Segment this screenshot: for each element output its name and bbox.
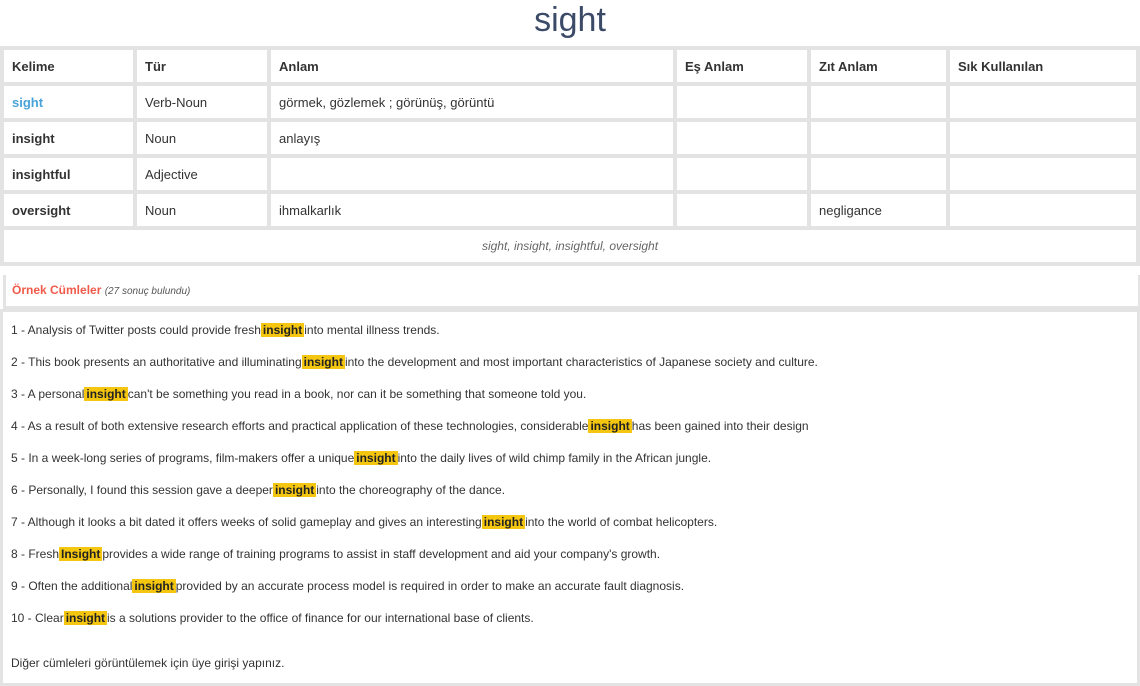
page-title: sight [534,1,606,39]
highlighted-word: insight [274,483,315,497]
login-note: Diğer cümleleri görüntülemek için üye girişi yapınız. [11,656,285,670]
word-common [950,194,1136,226]
highlighted-word: insight [356,451,396,465]
word-common [950,86,1136,118]
header-tur: Tür [137,50,267,82]
table-row [4,230,1136,262]
word-table [0,46,1140,266]
sentence-text: can't be something you read in a book, nor can it be something that someone told you. [127,387,587,401]
word-link-insight[interactable]: insight [4,122,133,154]
highlighted-word: insight [65,611,106,625]
header-zit-anlam: Zıt Anlam [811,50,946,82]
list-item [11,448,711,468]
table-row [4,122,1136,154]
highlighted-word: Insight [61,547,101,561]
examples-list-box [0,309,1140,686]
examples-title: Örnek Cümleler [12,283,102,297]
list-item [11,512,717,532]
list-item [11,384,586,404]
highlighted-word: insight [86,387,126,401]
word-common [950,158,1136,190]
sentence-text: into the daily lives of wild chimp family in the African jungle. [397,451,712,465]
word-antonym [811,122,946,154]
sentence-text: 4 - As a result of both extensive research efforts and practical application of these technologies, considerable [11,419,589,433]
examples-count: (27 sonuç bulundu) [104,286,191,297]
sentence-text: into the world of combat helicopters. [525,515,718,529]
word-antonym [811,86,946,118]
sentence-text: 2 - This book presents an authoritative and illuminating [11,355,302,369]
highlighted-word: insight [483,515,524,529]
table-row [4,158,1136,190]
list-item [11,320,440,340]
table-row [4,194,1136,226]
list-item [11,416,809,436]
highlighted-word: insight [590,419,630,433]
word-synonym [677,86,807,118]
highlighted-word: insight [134,579,174,593]
header-es-anlam: Eş Anlam [677,50,807,82]
word-type: Noun [137,122,267,154]
list-item [11,576,684,596]
sentence-text: 3 - A personal [11,387,85,401]
word-synonym [677,122,807,154]
word-common [950,122,1136,154]
word-type: Noun [137,194,267,226]
word-link-oversight[interactable]: oversight [4,194,133,226]
sentence-text: 5 - In a week-long series of programs, film-makers offer a unique [11,451,355,465]
sentence-text: into the development and most important characteristics of Japanese society and culture. [344,355,818,369]
word-antonym [811,158,946,190]
word-meaning: ihmalkarlık [271,194,673,226]
list-item [11,608,534,628]
list-item [11,352,818,372]
sentence-text: 1 - Analysis of Twitter posts could provide fresh [11,323,261,337]
sentence-text: provided by an accurate process model is required in order to make an accurate fault diagnosis. [175,579,685,593]
header-anlam: Anlam [271,50,673,82]
sentence-text: provides a wide range of training programs to assist in staff development and aid your company's growth. [102,547,661,561]
list-item [11,544,660,564]
header-kelime: Kelime [4,50,133,82]
word-antonym: negligance [811,194,946,226]
sentence-text: is a solutions provider to the office of finance for our international base of clients. [107,611,534,625]
table-row [4,86,1136,118]
list-item [11,480,505,500]
word-link-sight[interactable]: sight [4,86,133,118]
sentence-text: into the choreography of the dance. [316,483,506,497]
highlighted-word: insight [262,323,303,337]
word-link-insightful[interactable]: insightful [4,158,133,190]
word-forms: sight, insight, insightful, oversight [4,230,1136,262]
sentence-text: 7 - Although it looks a bit dated it offers weeks of solid gameplay and gives an interesting [11,515,482,529]
word-type: Adjective [137,158,267,190]
sentence-text: 10 - Clear [11,611,64,625]
word-meaning: görmek, gözlemek ; görünüş, görüntü [271,86,673,118]
sentence-text: has been gained into their design [631,419,809,433]
word-synonym [677,158,807,190]
word-meaning: anlayış [271,122,673,154]
word-synonym [677,194,807,226]
table-header-row [4,50,1136,82]
word-meaning [271,158,673,190]
highlighted-word: insight [303,355,343,369]
examples-header [3,275,1140,309]
sentence-text: 8 - Fresh [11,547,60,561]
sentence-text: into mental illness trends. [304,323,440,337]
sentence-text: 9 - Often the additional [11,579,133,593]
word-type: Verb-Noun [137,86,267,118]
header-sik-kullanilan: Sık Kullanılan [950,50,1136,82]
sentence-text: 6 - Personally, I found this session gave a deeper [11,483,273,497]
